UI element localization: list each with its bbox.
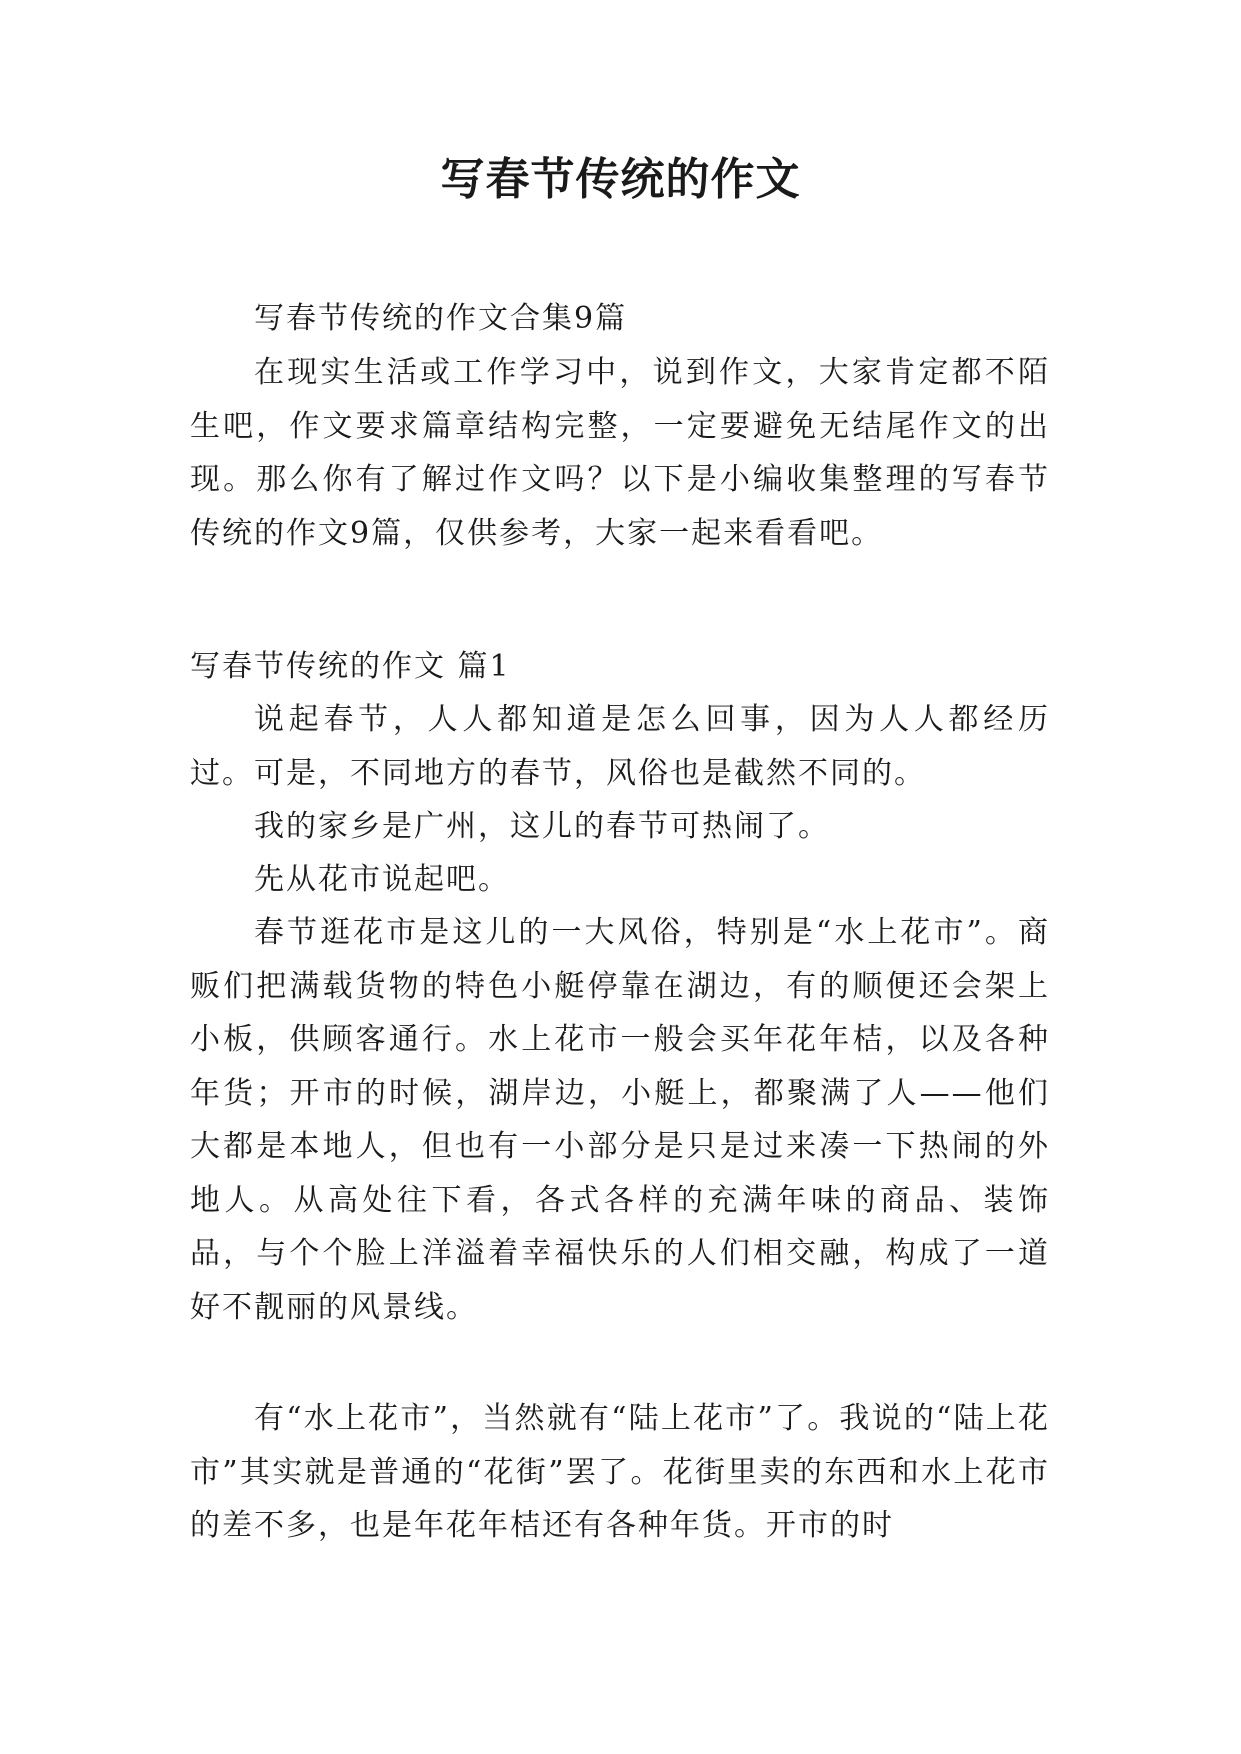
document-title: 写春节传统的作文 <box>440 154 801 205</box>
paragraph: 说起春节，人人都知道是怎么回事，因为人人都经历过。可是，不同地方的春节，风俗也是截然不同的。 <box>190 702 1050 791</box>
paragraph: 有“水上花市”，当然就有“陆上花市”了。我说的“陆上花市”其实就是普通的“花街”罢了。花街里卖的东西和水上花市的差不多，也是年花年桔还有各种年货。开市的时 <box>190 1401 1050 1543</box>
paragraph: 春节逛花市是这儿的一大风俗，特别是“水上花市”。商贩们把满载货物的特色小艇停靠在湖边，有的顺便还会架上小板，供顾客通行。水上花市一般会买年花年桔，以及各种年货；开市的时候，湖岸边，小艇上，都聚满了人——他们大都是本地人，但也有一小部分是只是过来凑一下热闹的外地人。从高处往下看，各式各样的充满年味的商品、装饰品，与个个脸上洋溢着幸福快乐的人们相交融，构成了一道好不靓丽的风景线。 <box>190 915 1050 1325</box>
paragraph: 先从花市说起吧。 <box>254 862 510 897</box>
intro-paragraph: 在现实生活或工作学习中，说到作文，大家肯定都不陌生吧，作文要求篇章结构完整，一定要避免无结尾作文的出现。那么你有了解过作文吗？以下是小编收集整理的写春节传统的作文9篇，仅供参考，大家一起来看看吧。 <box>190 355 1050 551</box>
section-heading: 写春节传统的作文 篇1 <box>190 649 511 684</box>
collection-line: 写春节传统的作文合集9篇 <box>254 301 628 336</box>
paragraph: 我的家乡是广州，这儿的春节可热闹了。 <box>254 809 830 844</box>
